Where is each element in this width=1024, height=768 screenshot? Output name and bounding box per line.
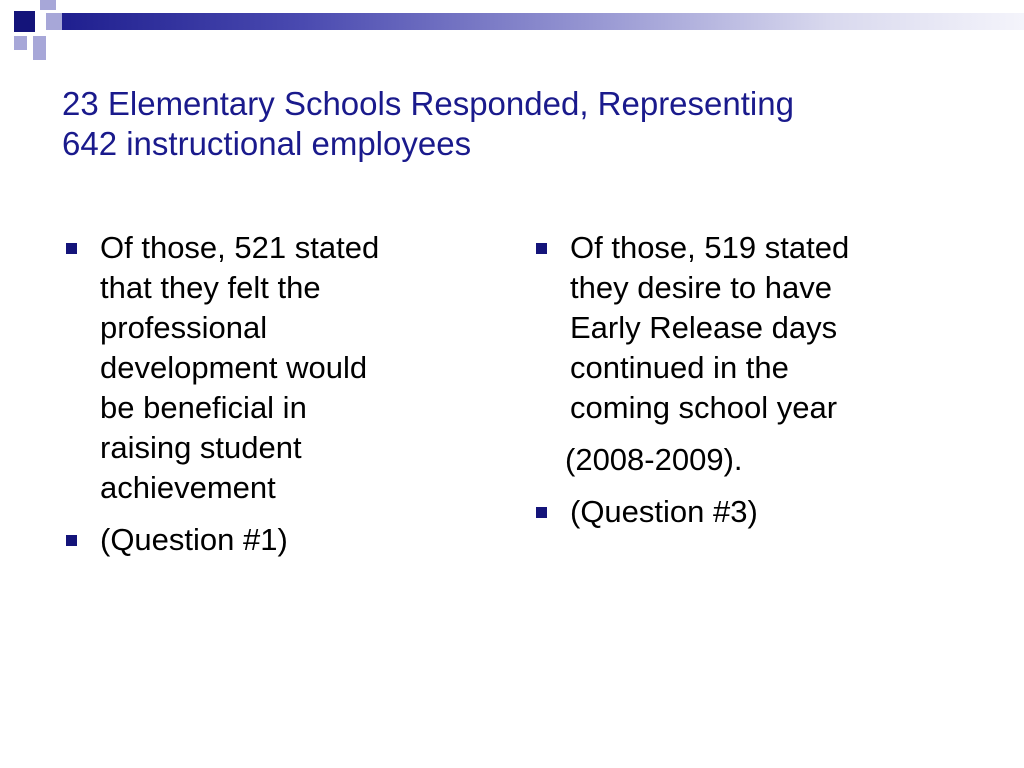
header-gradient-bar [62,13,1024,30]
slide-title [62,84,982,164]
left-column [62,228,472,572]
deco-square-lavender-right [46,13,62,30]
header-decoration [0,0,1024,70]
continuation-line: (2008-2009). [565,442,743,477]
slide-title-line-1: 23 Elementary Schools Responded, Representing [62,85,794,122]
bullet-item [62,520,472,560]
bullet-line: development would [100,350,368,385]
square-bullet-icon [66,243,77,254]
bullet-line: Of those, 519 stated [570,230,850,265]
bullet-line: achievement [100,470,276,505]
bullet-item [532,492,952,532]
deco-square-navy-large [14,11,35,32]
deco-square-lavender-bottom [33,36,46,60]
bullet-line: (Question #3) [570,494,758,529]
bullet-line: Early Release days [570,310,838,345]
square-bullet-icon [66,535,77,546]
deco-square-lavender-left [14,36,27,50]
bullet-line: they desire to have [570,270,832,305]
bullet-line: raising student [100,430,302,465]
bullet-item [532,228,952,428]
deco-square-white-gap [36,11,46,32]
bullet-line: that they felt the [100,270,321,305]
bullet-line: (Question #1) [100,522,288,557]
slide-title-line-2: 642 instructional employees [62,125,472,162]
bullet-line: Of those, 521 stated [100,230,380,265]
bullet-item [62,228,472,508]
bullet-line: continued in the [570,350,789,385]
bullet-line: be beneficial in [100,390,307,425]
square-bullet-icon [536,243,547,254]
bullet-line: coming school year [570,390,838,425]
bullet-line: professional [100,310,268,345]
deco-square-lavender-top [40,0,56,10]
right-column [532,228,952,544]
square-bullet-icon [536,507,547,518]
